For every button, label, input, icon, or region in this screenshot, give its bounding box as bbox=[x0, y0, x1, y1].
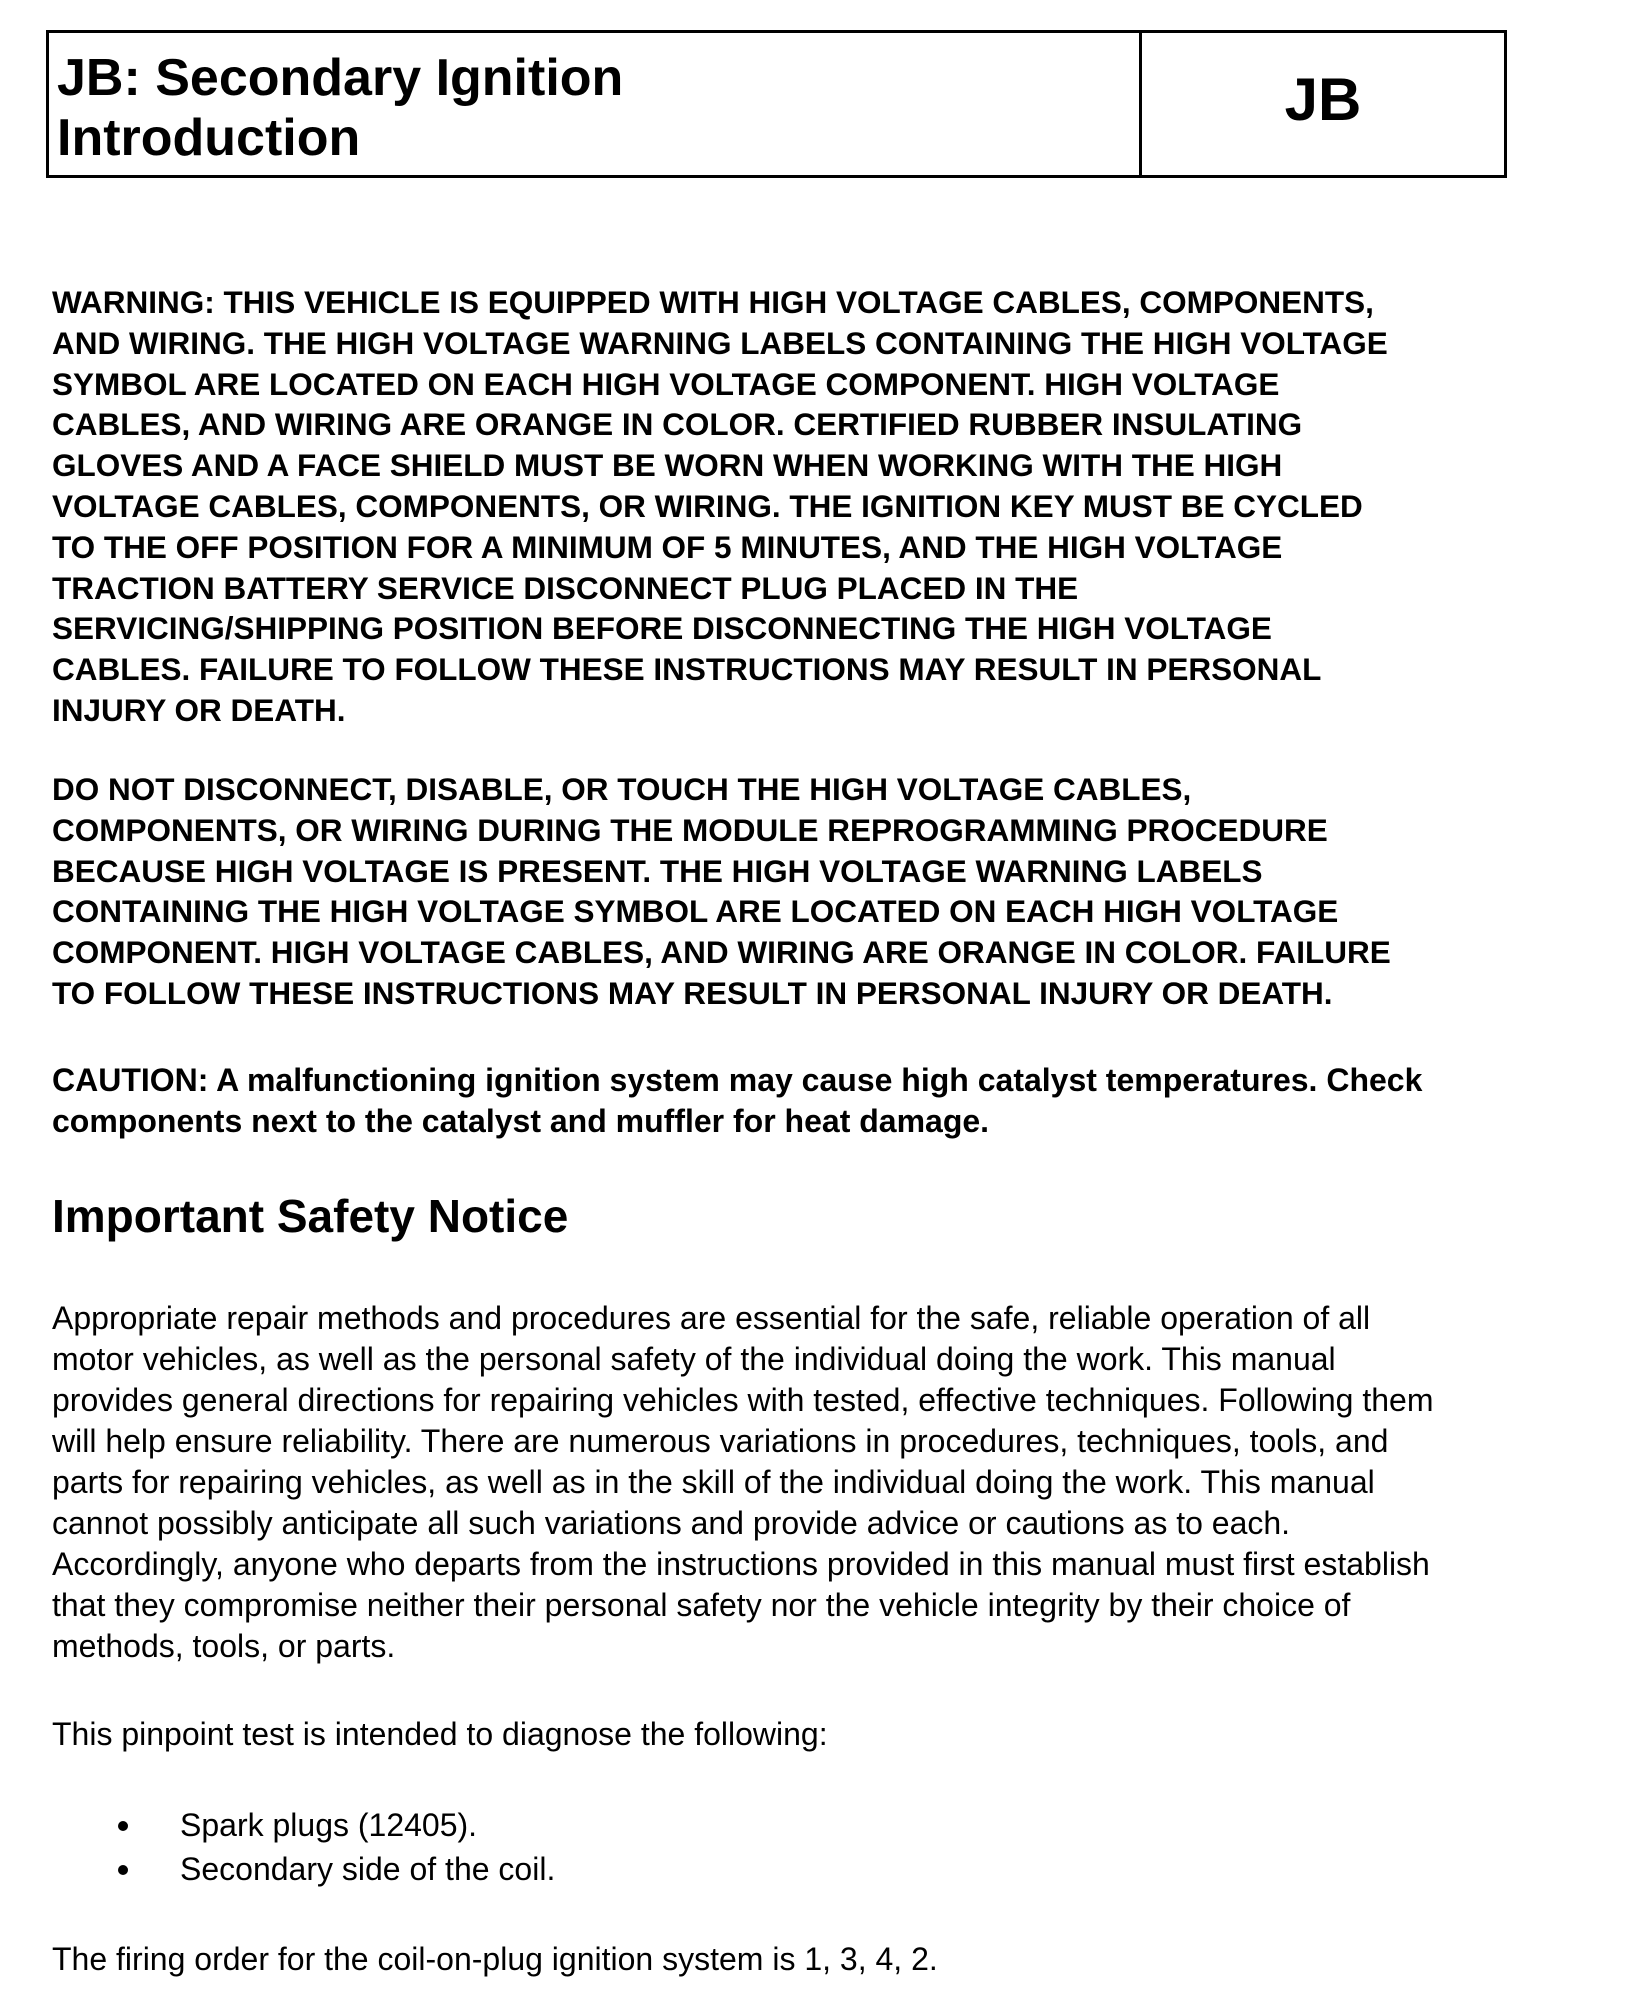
paragraph-line: motor vehicles, as well as the personal safety of the individual doing the work. This manual bbox=[52, 1341, 1336, 1377]
paragraph-line: Appropriate repair methods and procedures are essential for the safe, reliable operation of all bbox=[52, 1300, 1371, 1336]
paragraph-line: will help ensure reliability. There are numerous variations in procedures, techniques, tools, and bbox=[52, 1423, 1389, 1459]
warning-line: CONTAINING THE HIGH VOLTAGE SYMBOL ARE LOCATED ON EACH HIGH VOLTAGE bbox=[52, 893, 1339, 930]
paragraph-line: Accordingly, anyone who departs from the instructions provided in this manual must first establish bbox=[52, 1546, 1430, 1582]
warning-line: COMPONENTS, OR WIRING DURING THE MODULE REPROGRAMMING PROCEDURE bbox=[52, 811, 1328, 848]
paragraph-line: cannot possibly anticipate all such variations and provide advice or cautions as to each. bbox=[52, 1505, 1291, 1541]
pinpoint-intro: This pinpoint test is intended to diagnose the following: bbox=[52, 1716, 828, 1752]
caution-note bbox=[52, 1060, 1592, 1142]
caution-line: components next to the catalyst and muffler for heat damage. bbox=[52, 1103, 990, 1139]
warning-line: COMPONENT. HIGH VOLTAGE CABLES, AND WIRING ARE ORANGE IN COLOR. FAILURE bbox=[52, 934, 1391, 971]
list-item-text: Secondary side of the coil. bbox=[180, 1851, 556, 1887]
list-item bbox=[0, 1803, 555, 1847]
warning-line: AND WIRING. THE HIGH VOLTAGE WARNING LABELS CONTAINING THE HIGH VOLTAGE bbox=[52, 324, 1388, 361]
warning-line: SYMBOL ARE LOCATED ON EACH HIGH VOLTAGE COMPONENT. HIGH VOLTAGE bbox=[52, 365, 1280, 402]
warning-line: CABLES. FAILURE TO FOLLOW THESE INSTRUCTIONS MAY RESULT IN PERSONAL bbox=[52, 651, 1322, 688]
section-title bbox=[49, 33, 1142, 175]
paragraph-line: provides general directions for repairing vehicles with tested, effective techniques. Following them bbox=[52, 1382, 1434, 1418]
firing-order: The firing order for the coil-on-plug ignition system is 1, 3, 4, 2. bbox=[52, 1941, 938, 1977]
warning-line: INJURY OR DEATH. bbox=[52, 691, 346, 728]
section-header bbox=[46, 30, 1507, 178]
warning-line: VOLTAGE CABLES, COMPONENTS, OR WIRING. THE IGNITION KEY MUST BE CYCLED bbox=[52, 487, 1363, 524]
warning-line: TO FOLLOW THESE INSTRUCTIONS MAY RESULT IN PERSONAL INJURY OR DEATH. bbox=[52, 974, 1333, 1011]
reprogramming-warning bbox=[52, 769, 1592, 1014]
list-item-text: Spark plugs (12405). bbox=[180, 1807, 478, 1843]
warning-line: SERVICING/SHIPPING POSITION BEFORE DISCONNECTING THE HIGH VOLTAGE bbox=[52, 610, 1272, 647]
paragraph-line: methods, tools, or parts. bbox=[52, 1628, 396, 1664]
bullet-icon bbox=[118, 1865, 128, 1875]
warning-line: CABLES, AND WIRING ARE ORANGE IN COLOR. CERTIFIED RUBBER INSULATING bbox=[52, 406, 1303, 443]
high-voltage-warning bbox=[52, 282, 1592, 731]
warning-line: GLOVES AND A FACE SHIELD MUST BE WORN WHEN WORKING WITH THE HIGH bbox=[52, 447, 1283, 484]
paragraph-line: that they compromise neither their personal safety nor the vehicle integrity by their choice of bbox=[52, 1587, 1351, 1623]
diagnosis-list bbox=[0, 1803, 555, 1891]
warning-line: TRACTION BATTERY SERVICE DISCONNECT PLUG PLACED IN THE bbox=[52, 569, 1079, 606]
section-code: JB bbox=[1284, 65, 1362, 133]
caution-line: CAUTION: A malfunctioning ignition system may cause high catalyst temperatures. Check bbox=[52, 1062, 1423, 1098]
safety-paragraph bbox=[52, 1298, 1612, 1667]
warning-line: WARNING: THIS VEHICLE IS EQUIPPED WITH HIGH VOLTAGE CABLES, COMPONENTS, bbox=[52, 284, 1374, 320]
warning-line: TO THE OFF POSITION FOR A MINIMUM OF 5 MINUTES, AND THE HIGH VOLTAGE bbox=[52, 528, 1283, 565]
warning-line: DO NOT DISCONNECT, DISABLE, OR TOUCH THE HIGH VOLTAGE CABLES, bbox=[52, 771, 1192, 807]
paragraph-line: parts for repairing vehicles, as well as in the skill of the individual doing the work. This manual bbox=[52, 1464, 1375, 1500]
section-title-line: Introduction bbox=[57, 109, 361, 167]
safety-heading: Important Safety Notice bbox=[52, 1190, 569, 1242]
section-title-line: JB: Secondary Ignition bbox=[57, 49, 624, 107]
list-item bbox=[0, 1847, 555, 1891]
warning-line: BECAUSE HIGH VOLTAGE IS PRESENT. THE HIGH VOLTAGE WARNING LABELS bbox=[52, 852, 1263, 889]
bullet-icon bbox=[118, 1821, 128, 1831]
